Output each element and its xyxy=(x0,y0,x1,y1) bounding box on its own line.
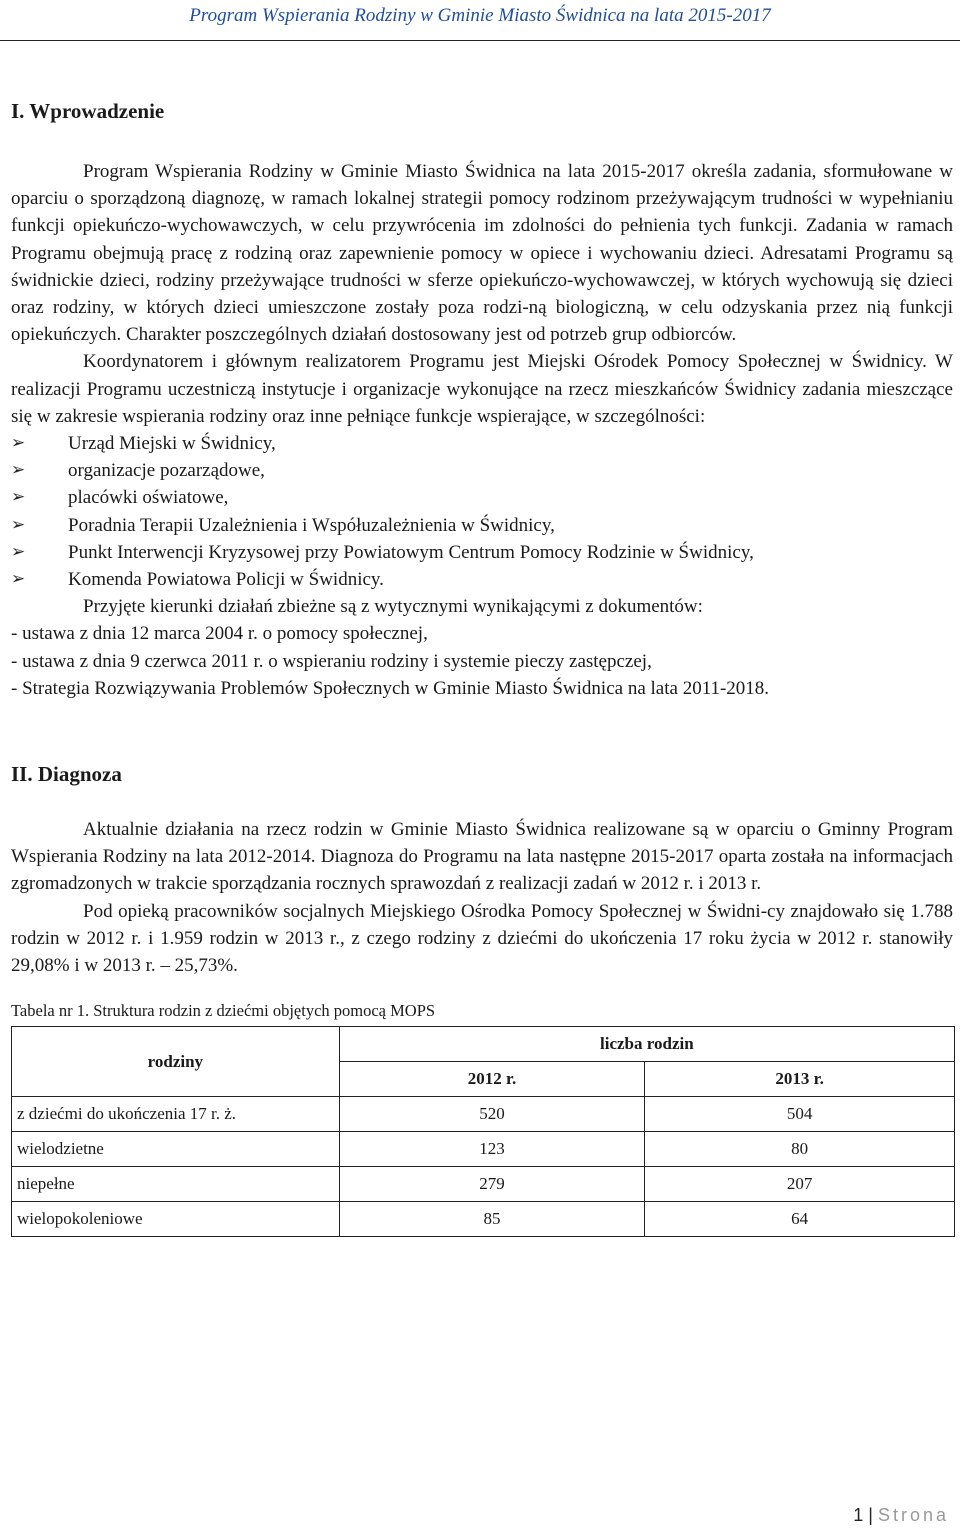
section-2-paragraph-2: Pod opieką pracowników socjalnych Miejskiego Ośrodka Pomocy Społecznej w Świdni-cy znajdowało się 1.788 rodzin w 2012 r. i 1.959 rodzin w 2013 r., z czego rodziny z dziećmi do ukończenia 17 roku życia w 2012 r. stanowiły 29,08% i w 2013 r. – 25,73%. xyxy=(11,900,953,977)
footer-separator: | xyxy=(868,1505,873,1525)
list-item: ➢ Urząd Miejski w Świdnicy, xyxy=(11,430,953,457)
list-item: ➢ Komenda Powiatowa Policji w Świdnicy. xyxy=(11,566,953,593)
table-row xyxy=(12,1202,955,1237)
table-row xyxy=(12,1097,955,1132)
list-item: ➢ organizacje pozarządowe, xyxy=(11,457,953,484)
institutions-list xyxy=(11,430,953,593)
value-2013: 207 xyxy=(645,1167,955,1202)
section-1-paragraph-2: Koordynatorem i głównym realizatorem Programu jest Miejski Ośrodek Pomocy Społecznej w Świdnicy. W realizacji Programu uczestniczą instytucje i organizacje wykonujące na rzecz mieszkańców Świdnicy zadania mieszczące się w zakresie wspierania rodziny oraz inne pełniące funkcje wspierające, w szczególności: xyxy=(11,351,953,427)
header-2013: 2013 r. xyxy=(645,1062,955,1097)
table-caption: Tabela nr 1. Struktura rodzin z dziećmi objętych pomocą MOPS xyxy=(11,1001,436,1021)
arrow-bullet-icon: ➢ xyxy=(11,460,26,481)
list-item: ➢ placówki oświatowe, xyxy=(11,484,953,511)
page-number: 1 xyxy=(853,1505,864,1525)
row-label: wielodzietne xyxy=(12,1132,340,1167)
list-item: ➢ Poradnia Terapii Uzależnienia i Współuzależnienia w Świdnicy, xyxy=(11,512,953,539)
value-2013: 504 xyxy=(645,1097,955,1132)
header-rodziny: rodziny xyxy=(12,1027,340,1097)
table-row xyxy=(12,1167,955,1202)
value-2013: 80 xyxy=(645,1132,955,1167)
row-label: z dziećmi do ukończenia 17 r. ż. xyxy=(12,1097,340,1132)
arrow-bullet-icon: ➢ xyxy=(11,541,26,562)
value-2012: 85 xyxy=(339,1202,645,1237)
arrow-bullet-icon: ➢ xyxy=(11,487,26,508)
row-label: wielopokoleniowe xyxy=(12,1202,340,1237)
page-header xyxy=(0,0,960,41)
page-content xyxy=(11,96,953,1237)
page-label: Strona xyxy=(877,1505,949,1525)
value-2012: 279 xyxy=(339,1167,645,1202)
value-2012: 520 xyxy=(339,1097,645,1132)
section-2-paragraph-1: Aktualnie działania na rzecz rodzin w Gminie Miasto Świdnica realizowane są w oparciu o Gminny Program Wspierania Rodziny na lata 2012-2014. Diagnoza do Programu na lata następne 2015-2017 oparta została na informacjach zgromadzonych w trakcie sporządzania rocznych sprawozdań z realizacji zadań w 2012 r. i 2013 r. xyxy=(11,819,953,895)
header-liczba-rodzin: liczba rodzin xyxy=(339,1027,954,1062)
section-1-heading: I. Wprowadzenie xyxy=(11,99,165,123)
document-reference: - Strategia Rozwiązywania Problemów Społecznych w Gminie Miasto Świdnica na lata 2011-2018. xyxy=(11,677,770,699)
document-reference: - ustawa z dnia 12 marca 2004 r. o pomocy społecznej, xyxy=(11,623,428,645)
document-reference: - ustawa z dnia 9 czerwca 2011 r. o wspieraniu rodziny i systemie pieczy zastępczej, xyxy=(11,650,652,672)
header-2012: 2012 r. xyxy=(339,1062,645,1097)
page-footer xyxy=(853,1505,949,1526)
family-structure-table xyxy=(11,1026,955,1237)
value-2013: 64 xyxy=(645,1202,955,1237)
table-row xyxy=(12,1132,955,1167)
table-header-row xyxy=(12,1027,955,1062)
row-label: niepełne xyxy=(12,1167,340,1202)
arrow-bullet-icon: ➢ xyxy=(11,514,26,535)
arrow-bullet-icon: ➢ xyxy=(11,433,26,454)
section-1-paragraph-3: Przyjęte kierunki działań zbieżne są z wytycznymi wynikającymi z dokumentów: xyxy=(83,596,703,618)
section-2-heading: II. Diagnoza xyxy=(11,762,122,787)
list-item: ➢ Punkt Interwencji Kryzysowej przy Powiatowym Centrum Pomocy Rodzinie w Świdnicy, xyxy=(11,539,953,566)
value-2012: 123 xyxy=(339,1132,645,1167)
arrow-bullet-icon: ➢ xyxy=(11,569,26,590)
document-title: Program Wspierania Rodziny w Gminie Miasto Świdnica na lata 2015-2017 xyxy=(189,5,771,26)
section-1-paragraph-1: Program Wspierania Rodziny w Gminie Miasto Świdnica na lata 2015-2017 określa zadania, sformułowane w oparciu o sporządzoną diagnozę, w ramach lokalnej strategii pomocy rodzinom przeżywającym trudności w wypełnianiu funkcji opiekuńczo-wychowawczych, w celu przywrócenia im zdolności do pełnienia tych funkcji. Zadania w ramach Programu obejmują pracę z rodziną oraz zapewnienie pomocy w opiece i wychowaniu dzieci. Adresatami Programu są świdnickie dzieci, rodziny przeżywające trudności w sferze opiekuńczo-wychowawczej, w których wychowują się dzieci oraz rodziny, w których dzieci umieszczone zostały poza rodzi-ną biologiczną, w celu odzyskania przez nią funkcji opiekuńczych. Charakter poszczególnych działań dostosowany jest od potrzeb grup odbiorców. xyxy=(11,161,953,346)
